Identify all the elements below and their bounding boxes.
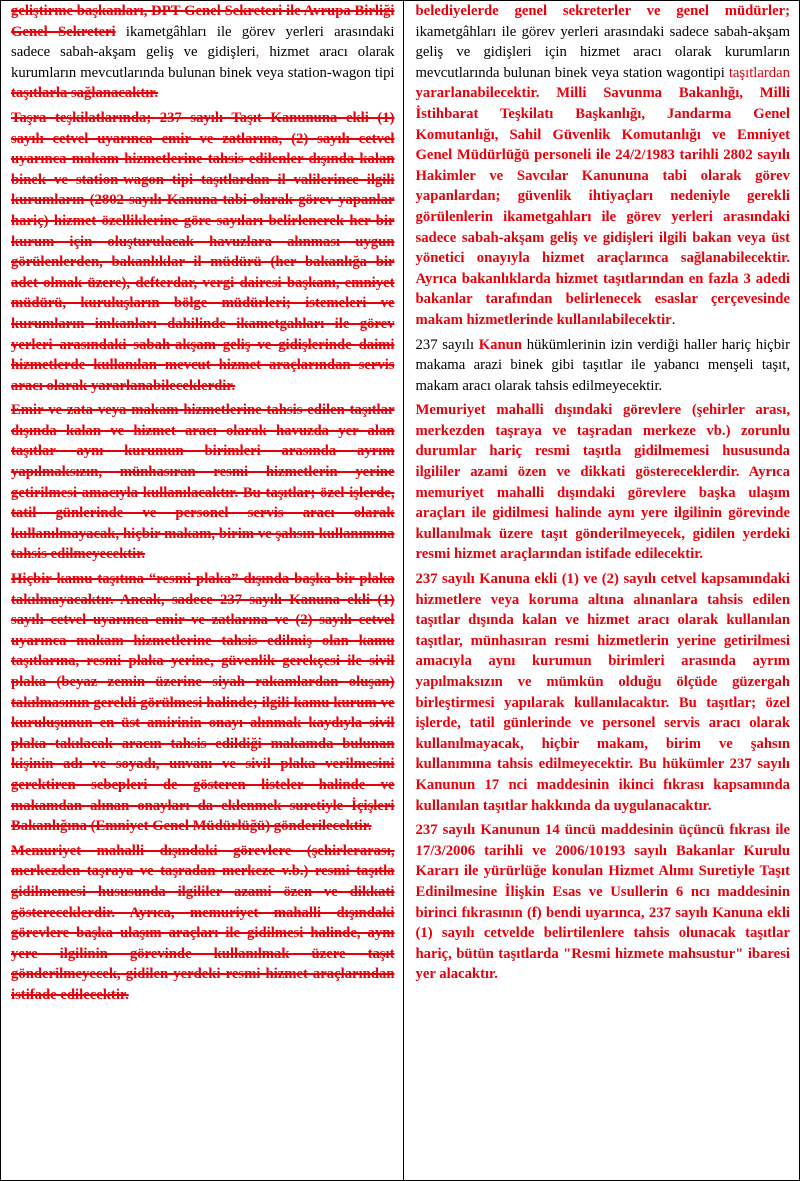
plain-text: . <box>671 311 676 328</box>
left-paragraph-4: Hiçbir kamu taşıtına “resmi plaka” dışında başka bir plaka takılmayacaktır. Ancak, sadece 237 sayılı Kanuna ekli (1) sayılı cetvel uyarınca emir ve zatlarına ve (2) sayılı cetvel uyarınca makam hizmetlerine tahsis edilmiş olan kamu taşıtlarına, resmi plaka yerine, güvenlik gerekçesi ile sivil plaka (beyaz zemin üzerine siyah rakamlardan oluşan) takılmasının gerekli görülmesi halinde; ilgili kamu kurum ve kuruluşunun en üst amirinin onayı alınmak kaydıyla sivil plaka takılacak aracın tahsis edildiği makamda bulunan kişinin adı ve soyadı, unvanı ve sivil plaka verilmesini gerektiren sebepleri de gösteren listeler halinde ve makamdan alınan onayları da eklenmek suretiyle İçişleri Bakanlığına (Emniyet Genel Müdürlüğü) gönderilecektir. <box>11 571 395 835</box>
right-column <box>404 1 800 1180</box>
left-paragraph-2: Taşra teşkilatlarında; 237 sayılı Taşıt Kanununa ekli (1) sayılı cetvel uyarınca emir ve zatlarına, (2) sayılı cetvel uyarınca makam hizmetlerine tahsis edilenler dışında kalan binek ve station-wagon tipi taşıtlardan il valilerince ilgili kurumların (2802 sayılı Kanuna tabi olarak görev yapanlar hariç) hizmet özelliklerine göre sayıları belirlenerek her bir kurum için oluşturulacak havuzlara alınması uygun görülenlerden, bakanlıklar il müdürü (her bakanlığa bir adet olmak üzere), defterdar, vergi dairesi başkanı, emniyet müdürü, kuruluşların bölge müdürleri; istemeleri ve kurumların imkanları dahilinde ikametgahları ile görev yerleri arasındaki sabah-akşam geliş ve gidişlerinde daimi hizmetlerde kullanılan mevcut hizmet araçlarından servis aracı olarak yararlanabileceklerdir. <box>11 109 395 394</box>
plain-text: hükümlerinin izin verdiği haller hariç hiçbir makama arazi binek gibi taşıtlar ile yabancı menşeli taşıt, makam aracı olarak tahsis edilmeyecektir. <box>415 336 791 394</box>
right-paragraph-2 <box>416 335 791 397</box>
plain-text: ikametgâhları ile görev yerleri arasındaki sadece sabah-akşam geliş ve gidişleri için hizmet aracı olarak kurumların mevcutlarında bulunan binek veya station wagontipi <box>415 23 790 81</box>
left-column <box>1 1 404 1180</box>
red-bold-text: yararlanabilecektir. Milli Savunma Bakanlığı, Milli İstihbarat Teşkilatı Başkanlığı, Jandarma Genel Komutanlığı, Sahil Güvenlik Komutanlığı ve Emniyet Genel Müdürlüğü personeli ile 24/2/1983 tarihli 2802 sayılı Hakimler ve Savcılar Kanununa tabi olarak görev yapanlardan; güvenlik ihtiyaçları nedeniyle gerekli görülenlerin ikametgahları ile görev yerleri arasındaki sadece sabah-akşam geliş ve gidişleri ilgili bakan veya üst yönetici onayıyla hizmet araçlarınca sağlanabilecektir. Ayrıca bakanlıklarda hizmet taşıtlarından en fazla 3 adedi bakanlar tarafından belirlenecek esaslar çerçevesinde makam hizmetlerinde kullanılabilecektir <box>415 85 790 328</box>
right-paragraph-5: 237 sayılı Kanunun 14 üncü maddesinin üçüncü fıkrası ile 17/3/2006 tarihli ve 2006/10193 sayılı Bakanlar Kurulu Kararı ile yürürlüğe konulan Hizmet Alımı Suretiyle Taşıt Edinilmesine İlişkin Esas ve Usullerin 6 ncı maddesinin birinci fıkrasının (f) bendi uyarınca, 237 sayılı Kanuna ekli (1) sayılı cetvelde belirtilenlere tahsis olunacak taşıtlar hariç, bütün taşıtlarda "Resmi hizmete mahsustur" ibaresi yer alacaktır. <box>415 822 790 983</box>
struck-heading: geliştirme başkanları, DPT Genel Sekreteri ile Avrupa Birliği Genel Sekreteri <box>11 3 395 40</box>
red-text: taşıtlardan <box>728 64 790 81</box>
right-paragraph-3: Memuriyet mahalli dışındaki görevlere (şehirler arası, merkezden taşraya ve taşradan merkeze vb.) zorunlu durumlar hariç resmi taşıtla gidilmemesi hususunda ilgililer azami özen ve dikkati göstereceklerdir. Ayrıca memuriyet mahalli dışındaki görevlere başka ulaşım araçları ile gidilmesi halinde aynı yere ilgilinin görevinde kullanılmak üzere taşıt gönderilmeyecek, gidilen yerdeki resmi hizmet araçlarından istifade edilecektir. <box>415 402 790 563</box>
left-paragraph-5: Memuriyet mahalli dışındaki görevlere (şehirlerarası, merkezden taşraya ve taşradan merkeze v.b.) resmi taşıtla gidilmemesi hususunda ilgililer azami özen ve dikkati göstereceklerdir. Ayrıca, memuriyet mahalli dışındaki görevlere başka ulaşım araçları ile gidilmesi halinde, aynı yere ilgilinin görevinde kullanılmak üzere taşıt gönderilmeyecek, gidilen yerdeki resmi hizmet araçlarından istifade edilecektir. <box>11 842 395 1003</box>
red-bold-text: Kanun <box>478 336 523 353</box>
red-bold-heading: belediyelerde genel sekreterler ve genel müdürler; <box>415 3 790 19</box>
plain-text: ikametgâhları ile görev yerleri arasındaki sadece sabah-akşam geliş ve gidişleri <box>11 23 395 61</box>
right-paragraph-4: 237 sayılı Kanuna ekli (1) ve (2) sayılı cetvel kapsamındaki hizmetlere veya koruma altına alınanlara tahsis edilen taşıtlar dışında kalan ve hizmet aracı olarak kullanılan taşıtlar, münhasıran resmi hizmetlerin yerine getirilmesi amacıyla aynı kurumun birimleri arasında ayrım yapılmaksızın ve mümkün olduğu ölçüde güzergah birleştirmesi yapılarak kullanılacaktır. Bu taşıtlar; özel işlerde, tatil günlerinde ve personel servis aracı olarak kullanılmayacak, hiçbir makam, birim ve şahsın kullanımına tahsis edilmeyecektir. Bu hükümler 237 sayılı Kanunun 17 nci maddesinin ikinci fıkrası kapsamında kullanılan taşıtlar hakkında da uygulanacaktır. <box>415 571 790 814</box>
right-paragraph-1 <box>416 1 791 331</box>
struck-tail: taşıtlarla sağlanacaktır. <box>11 85 159 102</box>
red-comma: , <box>255 44 260 61</box>
left-paragraph-3: Emir ve zata veya makam hizmetlerine tahsis edilen taşıtlar dışında kalan ve hizmet aracı olarak havuzda yer alan taşıtlar aynı kurumun birimleri arasında ayrım yapılmaksızın, münhasıran resmi hizmetlerin yerine getirilmesi amacıyla kullanılacaktır. Bu taşıtlar; özel işlerde, tatil günlerinde ve personel servis aracı olarak kullanılmayacak, hiçbir makam, birim ve şahsın kullanımına tahsis edilmeyecektir. <box>11 402 395 563</box>
plain-text: hizmet aracı olarak kurumların mevcutlarında bulunan binek veya station-wagon tipi <box>11 44 395 81</box>
plain-text: 237 sayılı <box>415 336 479 353</box>
left-paragraph-1 <box>11 1 395 104</box>
